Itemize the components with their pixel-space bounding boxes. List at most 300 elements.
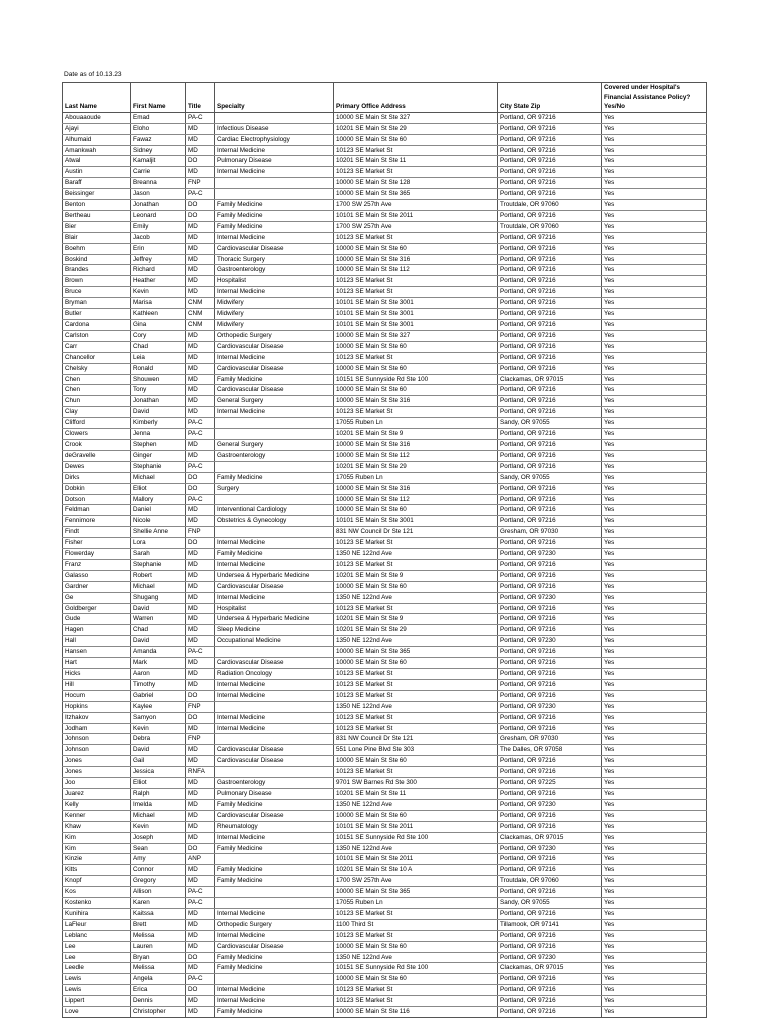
cell-covered: Yes <box>602 843 707 854</box>
cell-address: 10151 SE Sunnyside Rd Ste 100 <box>334 374 498 385</box>
cell-title: PA-C <box>186 974 215 985</box>
cell-specialty: Family Medicine <box>215 963 334 974</box>
cell-specialty: Internal Medicine <box>215 712 334 723</box>
cell-title: DO <box>186 210 215 221</box>
cell-city-state-zip: Portland, OR 97216 <box>498 887 602 898</box>
table-row <box>63 712 707 723</box>
cell-last-name: Chelsky <box>63 363 131 374</box>
cell-address: 10000 SE Main St Ste 112 <box>334 450 498 461</box>
cell-specialty: Internal Medicine <box>215 996 334 1007</box>
cell-last-name: LaFleur <box>63 919 131 930</box>
cell-title: MD <box>186 330 215 341</box>
cell-last-name: Lee <box>63 952 131 963</box>
cell-city-state-zip: Clackamas, OR 97015 <box>498 963 602 974</box>
cell-last-name: Dirks <box>63 472 131 483</box>
cell-title: MD <box>186 276 215 287</box>
cell-specialty <box>215 767 334 778</box>
cell-address: 10123 SE Market St <box>334 679 498 690</box>
table-row <box>63 559 707 570</box>
table-row <box>63 363 707 374</box>
cell-city-state-zip: Portland, OR 97216 <box>498 439 602 450</box>
cell-title: MD <box>186 363 215 374</box>
cell-address: 10000 SE Main St Ste 60 <box>334 243 498 254</box>
cell-title: MD <box>186 145 215 156</box>
cell-covered: Yes <box>602 123 707 134</box>
cell-city-state-zip: Portland, OR 97216 <box>498 363 602 374</box>
cell-covered: Yes <box>602 919 707 930</box>
cell-city-state-zip: Portland, OR 97216 <box>498 298 602 309</box>
cell-first-name: Angela <box>131 974 186 985</box>
cell-specialty: Cardiovascular Disease <box>215 658 334 669</box>
cell-specialty: Cardiovascular Disease <box>215 385 334 396</box>
cell-address: 10201 SE Main St Ste 29 <box>334 625 498 636</box>
cell-title: CNM <box>186 309 215 320</box>
cell-covered: Yes <box>602 156 707 167</box>
cell-covered: Yes <box>602 821 707 832</box>
cell-last-name: Lewis <box>63 974 131 985</box>
cell-specialty: Internal Medicine <box>215 559 334 570</box>
table-row <box>63 439 707 450</box>
cell-address: 10000 SE Main St Ste 316 <box>334 396 498 407</box>
cell-address: 1350 NE 122nd Ave <box>334 592 498 603</box>
cell-title: MD <box>186 963 215 974</box>
cell-address: 10123 SE Market St <box>334 167 498 178</box>
cell-covered: Yes <box>602 178 707 189</box>
cell-city-state-zip: Portland, OR 97216 <box>498 232 602 243</box>
cell-last-name: Bier <box>63 221 131 232</box>
cell-city-state-zip: The Dalles, OR 97058 <box>498 745 602 756</box>
cell-specialty: Internal Medicine <box>215 352 334 363</box>
table-row <box>63 603 707 614</box>
cell-covered: Yes <box>602 767 707 778</box>
cell-covered: Yes <box>602 614 707 625</box>
cell-title: MD <box>186 636 215 647</box>
cell-specialty: Rheumatology <box>215 821 334 832</box>
cell-title: MD <box>186 287 215 298</box>
table-row <box>63 494 707 505</box>
table-row <box>63 887 707 898</box>
cell-specialty: Undersea & Hyperbaric Medicine <box>215 570 334 581</box>
cell-first-name: Jacob <box>131 232 186 243</box>
cell-covered: Yes <box>602 549 707 560</box>
cell-covered: Yes <box>602 592 707 603</box>
cell-first-name: Ralph <box>131 788 186 799</box>
cell-address: 10000 SE Main St Ste 60 <box>334 385 498 396</box>
cell-title: ANP <box>186 854 215 865</box>
cell-covered: Yes <box>602 374 707 385</box>
cell-address: 1350 NE 122nd Ave <box>334 843 498 854</box>
cell-first-name: Joseph <box>131 832 186 843</box>
cell-first-name: Aaron <box>131 669 186 680</box>
cell-covered: Yes <box>602 330 707 341</box>
cell-title: MD <box>186 123 215 134</box>
cell-title: MD <box>186 385 215 396</box>
cell-title: MD <box>186 516 215 527</box>
cell-address: 10201 SE Main St Ste 9 <box>334 570 498 581</box>
cell-covered: Yes <box>602 200 707 211</box>
table-row <box>63 952 707 963</box>
cell-last-name: Crook <box>63 439 131 450</box>
cell-address: 1100 Third St <box>334 919 498 930</box>
cell-title: MD <box>186 876 215 887</box>
cell-first-name: Nicole <box>131 516 186 527</box>
cell-title: DO <box>186 985 215 996</box>
cell-address: 10000 SE Main St Ste 116 <box>334 1007 498 1018</box>
cell-title: MD <box>186 919 215 930</box>
cell-first-name: Debra <box>131 734 186 745</box>
table-row <box>63 352 707 363</box>
table-row <box>63 287 707 298</box>
cell-address: 10201 SE Main St Ste 29 <box>334 461 498 472</box>
cell-address: 10000 SE Main St Ste 365 <box>334 647 498 658</box>
cell-last-name: Clowers <box>63 429 131 440</box>
cell-last-name: Bertheau <box>63 210 131 221</box>
cell-first-name: Dennis <box>131 996 186 1007</box>
cell-specialty: Internal Medicine <box>215 145 334 156</box>
table-row <box>63 549 707 560</box>
cell-covered: Yes <box>602 276 707 287</box>
cell-city-state-zip: Gresham, OR 97030 <box>498 527 602 538</box>
cell-title: MD <box>186 941 215 952</box>
cell-last-name: Clay <box>63 407 131 418</box>
cell-last-name: Jones <box>63 756 131 767</box>
cell-title: MD <box>186 679 215 690</box>
cell-last-name: Feldman <box>63 505 131 516</box>
table-row <box>63 854 707 865</box>
table-row <box>63 156 707 167</box>
cell-address: 10123 SE Market St <box>334 232 498 243</box>
cell-address: 1350 NE 122nd Ave <box>334 701 498 712</box>
cell-specialty: Family Medicine <box>215 865 334 876</box>
cell-last-name: Lewis <box>63 985 131 996</box>
cell-last-name: Itzhakov <box>63 712 131 723</box>
cell-last-name: Johnson <box>63 734 131 745</box>
cell-covered: Yes <box>602 439 707 450</box>
cell-first-name: Daniel <box>131 505 186 516</box>
cell-address: 1350 NE 122nd Ave <box>334 549 498 560</box>
cell-last-name: Dobkin <box>63 483 131 494</box>
cell-covered: Yes <box>602 963 707 974</box>
header-last-name: Last Name <box>63 83 131 113</box>
cell-covered: Yes <box>602 450 707 461</box>
table-row <box>63 221 707 232</box>
cell-specialty: General Surgery <box>215 439 334 450</box>
header-row <box>63 83 707 113</box>
cell-city-state-zip: Portland, OR 97216 <box>498 189 602 200</box>
cell-covered: Yes <box>602 647 707 658</box>
cell-address: 10101 SE Main St Ste 3001 <box>334 309 498 320</box>
cell-city-state-zip: Portland, OR 97230 <box>498 592 602 603</box>
cell-first-name: Gail <box>131 756 186 767</box>
cell-address: 10101 SE Main St Ste 2011 <box>334 854 498 865</box>
cell-title: FNP <box>186 734 215 745</box>
cell-first-name: Kevin <box>131 287 186 298</box>
cell-specialty: Pulmonary Disease <box>215 788 334 799</box>
cell-city-state-zip: Portland, OR 97216 <box>498 494 602 505</box>
cell-city-state-zip: Portland, OR 97216 <box>498 178 602 189</box>
cell-first-name: Tony <box>131 385 186 396</box>
cell-last-name: Kelly <box>63 799 131 810</box>
cell-city-state-zip: Portland, OR 97216 <box>498 210 602 221</box>
cell-first-name: Timothy <box>131 679 186 690</box>
cell-last-name: Kos <box>63 887 131 898</box>
cell-address: 10000 SE Main St Ste 327 <box>334 330 498 341</box>
cell-covered: Yes <box>602 636 707 647</box>
cell-last-name: Boehm <box>63 243 131 254</box>
cell-specialty: Gastroenterology <box>215 265 334 276</box>
cell-first-name: Warren <box>131 614 186 625</box>
cell-first-name: Stephanie <box>131 559 186 570</box>
table-row <box>63 232 707 243</box>
cell-first-name: Kaylee <box>131 701 186 712</box>
cell-title: MD <box>186 865 215 876</box>
cell-title: PA-C <box>186 887 215 898</box>
date-line: Date as of 10.13.23 <box>64 71 122 78</box>
table-row <box>63 516 707 527</box>
cell-title: DO <box>186 538 215 549</box>
cell-city-state-zip: Portland, OR 97216 <box>498 429 602 440</box>
cell-city-state-zip: Portland, OR 97216 <box>498 723 602 734</box>
cell-first-name: Elliot <box>131 778 186 789</box>
cell-address: 1350 NE 122nd Ave <box>334 799 498 810</box>
cell-last-name: Khaw <box>63 821 131 832</box>
cell-title: DO <box>186 483 215 494</box>
cell-covered: Yes <box>602 930 707 941</box>
cell-title: MD <box>186 821 215 832</box>
cell-last-name: Brown <box>63 276 131 287</box>
table-row <box>63 908 707 919</box>
cell-first-name: Imelda <box>131 799 186 810</box>
cell-specialty <box>215 734 334 745</box>
cell-city-state-zip: Sandy, OR 97055 <box>498 898 602 909</box>
cell-covered: Yes <box>602 538 707 549</box>
cell-covered: Yes <box>602 832 707 843</box>
cell-address: 10000 SE Main St Ste 365 <box>334 189 498 200</box>
cell-address: 10000 SE Main St Ste 112 <box>334 494 498 505</box>
cell-city-state-zip: Portland, OR 97216 <box>498 669 602 680</box>
table-row <box>63 636 707 647</box>
cell-specialty: Occupational Medicine <box>215 636 334 647</box>
cell-address: 10123 SE Market St <box>334 985 498 996</box>
cell-address: 1700 SW 257th Ave <box>334 221 498 232</box>
cell-city-state-zip: Portland, OR 97216 <box>498 450 602 461</box>
cell-address: 10123 SE Market St <box>334 908 498 919</box>
cell-address: 10123 SE Market St <box>334 712 498 723</box>
cell-covered: Yes <box>602 505 707 516</box>
cell-address: 10123 SE Market St <box>334 603 498 614</box>
cell-first-name: Gina <box>131 320 186 331</box>
cell-last-name: Kenner <box>63 810 131 821</box>
cell-first-name: Erica <box>131 985 186 996</box>
cell-last-name: deGravelle <box>63 450 131 461</box>
cell-covered: Yes <box>602 472 707 483</box>
cell-covered: Yes <box>602 298 707 309</box>
cell-city-state-zip: Troutdale, OR 97060 <box>498 876 602 887</box>
cell-covered: Yes <box>602 145 707 156</box>
cell-last-name: Clifford <box>63 418 131 429</box>
cell-title: MD <box>186 243 215 254</box>
cell-first-name: Shugang <box>131 592 186 603</box>
cell-specialty: Family Medicine <box>215 374 334 385</box>
cell-title: MD <box>186 341 215 352</box>
cell-specialty <box>215 854 334 865</box>
cell-address: 10101 SE Main St Ste 3001 <box>334 320 498 331</box>
cell-first-name: Ginger <box>131 450 186 461</box>
table-row <box>63 614 707 625</box>
cell-covered: Yes <box>602 854 707 865</box>
cell-city-state-zip: Portland, OR 97216 <box>498 134 602 145</box>
cell-specialty: Orthopedic Surgery <box>215 919 334 930</box>
header-specialty: Specialty <box>215 83 334 113</box>
cell-specialty: Cardiovascular Disease <box>215 810 334 821</box>
table-row <box>63 374 707 385</box>
cell-first-name: Michael <box>131 472 186 483</box>
cell-covered: Yes <box>602 625 707 636</box>
cell-title: FNP <box>186 178 215 189</box>
cell-specialty: Family Medicine <box>215 952 334 963</box>
cell-last-name: Dotson <box>63 494 131 505</box>
table-row <box>63 799 707 810</box>
cell-city-state-zip: Portland, OR 97216 <box>498 658 602 669</box>
cell-first-name: Emad <box>131 112 186 123</box>
cell-covered: Yes <box>602 287 707 298</box>
cell-title: MD <box>186 134 215 145</box>
cell-last-name: Ge <box>63 592 131 603</box>
cell-specialty: Family Medicine <box>215 200 334 211</box>
table-body <box>63 112 707 1017</box>
cell-city-state-zip: Portland, OR 97216 <box>498 505 602 516</box>
cell-city-state-zip: Portland, OR 97216 <box>498 145 602 156</box>
cell-last-name: Jodham <box>63 723 131 734</box>
cell-covered: Yes <box>602 232 707 243</box>
cell-first-name: Jenna <box>131 429 186 440</box>
cell-last-name: Carlston <box>63 330 131 341</box>
table-row <box>63 625 707 636</box>
cell-address: 1350 NE 122nd Ave <box>334 952 498 963</box>
cell-city-state-zip: Portland, OR 97216 <box>498 603 602 614</box>
cell-title: MD <box>186 407 215 418</box>
cell-covered: Yes <box>602 898 707 909</box>
cell-address: 831 NW Council Dr Ste 121 <box>334 734 498 745</box>
cell-address: 9701 SW Barnes Rd Ste 300 <box>334 778 498 789</box>
cell-address: 10000 SE Main St Ste 365 <box>334 887 498 898</box>
cell-address: 10123 SE Market St <box>334 352 498 363</box>
cell-city-state-zip: Portland, OR 97216 <box>498 712 602 723</box>
cell-specialty: General Surgery <box>215 396 334 407</box>
cell-city-state-zip: Gresham, OR 97030 <box>498 734 602 745</box>
cell-first-name: Bryan <box>131 952 186 963</box>
cell-city-state-zip: Portland, OR 97230 <box>498 799 602 810</box>
table-row <box>63 865 707 876</box>
cell-specialty: Internal Medicine <box>215 167 334 178</box>
cell-city-state-zip: Portland, OR 97216 <box>498 309 602 320</box>
cell-first-name: Jason <box>131 189 186 200</box>
cell-specialty: Cardiovascular Disease <box>215 756 334 767</box>
cell-title: PA-C <box>186 429 215 440</box>
table-row <box>63 483 707 494</box>
cell-city-state-zip: Portland, OR 97216 <box>498 276 602 287</box>
table-row <box>63 756 707 767</box>
table-row <box>63 538 707 549</box>
cell-last-name: Flowerday <box>63 549 131 560</box>
table-row <box>63 200 707 211</box>
cell-city-state-zip: Portland, OR 97216 <box>498 265 602 276</box>
cell-covered: Yes <box>602 407 707 418</box>
cell-address: 10101 SE Main St Ste 3001 <box>334 516 498 527</box>
cell-address: 10000 SE Main St Ste 60 <box>334 341 498 352</box>
cell-last-name: Dewes <box>63 461 131 472</box>
cell-specialty: Cardiovascular Disease <box>215 243 334 254</box>
cell-covered: Yes <box>602 778 707 789</box>
table-row <box>63 658 707 669</box>
cell-city-state-zip: Portland, OR 97216 <box>498 287 602 298</box>
cell-covered: Yes <box>602 723 707 734</box>
cell-address: 10201 SE Main St Ste 29 <box>334 123 498 134</box>
cell-specialty: Hospitalist <box>215 603 334 614</box>
cell-covered: Yes <box>602 494 707 505</box>
cell-title: MD <box>186 625 215 636</box>
cell-title: MD <box>186 374 215 385</box>
cell-city-state-zip: Portland, OR 97216 <box>498 996 602 1007</box>
cell-title: DO <box>186 952 215 963</box>
cell-address: 10123 SE Market St <box>334 930 498 941</box>
cell-first-name: Eloho <box>131 123 186 134</box>
table-row <box>63 821 707 832</box>
table-row <box>63 876 707 887</box>
cell-address: 10123 SE Market St <box>334 276 498 287</box>
table-row <box>63 407 707 418</box>
cell-specialty: Family Medicine <box>215 843 334 854</box>
cell-city-state-zip: Portland, OR 97216 <box>498 974 602 985</box>
cell-first-name: Jeffrey <box>131 254 186 265</box>
cell-first-name: Breanna <box>131 178 186 189</box>
table-row <box>63 123 707 134</box>
cell-last-name: Hicks <box>63 669 131 680</box>
cell-address: 10151 SE Sunnyside Rd Ste 100 <box>334 963 498 974</box>
cell-title: MD <box>186 570 215 581</box>
cell-specialty: Cardiovascular Disease <box>215 341 334 352</box>
table-row <box>63 167 707 178</box>
cell-city-state-zip: Portland, OR 97216 <box>498 461 602 472</box>
cell-specialty: Family Medicine <box>215 1007 334 1018</box>
cell-covered: Yes <box>602 712 707 723</box>
cell-first-name: Michael <box>131 810 186 821</box>
cell-covered: Yes <box>602 429 707 440</box>
cell-last-name: Gardner <box>63 581 131 592</box>
cell-last-name: Hansen <box>63 647 131 658</box>
cell-last-name: Kostenko <box>63 898 131 909</box>
cell-address: 10000 SE Main St Ste 60 <box>334 756 498 767</box>
table-row <box>63 974 707 985</box>
cell-first-name: Chad <box>131 625 186 636</box>
cell-covered: Yes <box>602 570 707 581</box>
cell-covered: Yes <box>602 559 707 570</box>
cell-specialty: Internal Medicine <box>215 723 334 734</box>
cell-title: MD <box>186 603 215 614</box>
cell-address: 10123 SE Market St <box>334 538 498 549</box>
cell-covered: Yes <box>602 352 707 363</box>
cell-city-state-zip: Portland, OR 97216 <box>498 581 602 592</box>
cell-specialty: Pulmonary Disease <box>215 156 334 167</box>
table-row <box>63 429 707 440</box>
cell-first-name: Sarah <box>131 549 186 560</box>
cell-first-name: Stephanie <box>131 461 186 472</box>
table-row <box>63 134 707 145</box>
cell-last-name: Kim <box>63 843 131 854</box>
cell-covered: Yes <box>602 658 707 669</box>
cell-address: 10151 SE Sunnyside Rd Ste 100 <box>334 832 498 843</box>
cell-title: MD <box>186 723 215 734</box>
